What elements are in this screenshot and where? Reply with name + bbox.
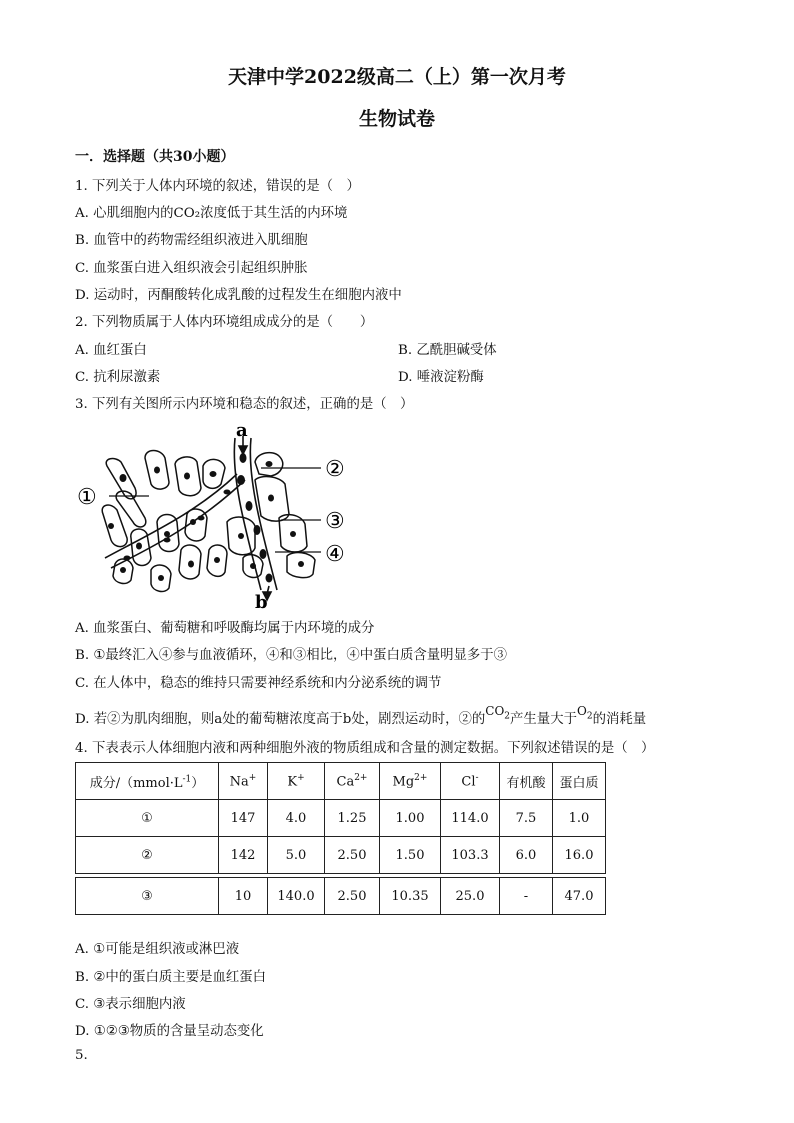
q3-option-b: B. ①最终汇入④参与血液循环，④和③相比，④中蛋白质含量明显多于③: [75, 648, 508, 663]
table-cell: 7.5: [500, 800, 553, 837]
label-circle-3: ③: [325, 509, 345, 534]
q3-stem: 3. 下列有关图所示内环境和稳态的叙述，正确的是（ ）: [75, 397, 414, 412]
label-circle-4: ④: [325, 542, 345, 567]
q1-option-b: B. 血管中的药物需经组织液进入肌细胞: [75, 233, 308, 248]
label-circle-2: ②: [325, 457, 345, 482]
q4-option-a: A. ①可能是组织液或淋巴液: [75, 942, 240, 957]
table-cell: -: [500, 878, 553, 915]
table-cell: 1.0: [553, 800, 606, 837]
header-component: 成分$/(mmol\cdot L^{-1})$: [76, 763, 219, 800]
header-ca: $Ca^{2+}$: [325, 763, 380, 800]
table-cell: 2.50: [325, 878, 380, 915]
table-cell: 140.0: [268, 878, 325, 915]
q4-option-d: D. ①②③物质的含量呈动态变化: [75, 1024, 264, 1039]
q5-stem: 5.: [75, 1048, 88, 1063]
table-cell: 1.25: [325, 800, 380, 837]
q3-option-c: C. 在人体中，稳态的维持只需要神经系统和内分泌系统的调节: [75, 676, 442, 691]
table-row: [76, 878, 606, 915]
composition-table: [75, 762, 606, 915]
table-cell: 103.3: [441, 837, 500, 874]
table-cell: 114.0: [441, 800, 500, 837]
table-cell: ②: [76, 837, 219, 874]
label-b: b: [255, 592, 268, 613]
section-heading: 一．选择题（共30小题）: [75, 149, 235, 165]
q1-option-a: A. 心肌细胞内的CO₂浓度低于其生活的内环境: [75, 206, 348, 221]
table-cell: ③: [76, 878, 219, 915]
exam-title: 天津中学2022级高二（上）第一次月考: [228, 66, 566, 88]
label-a: a: [236, 420, 248, 441]
table-cell: 1.00: [380, 800, 441, 837]
q2-option-c: C. 抗利尿激素: [75, 370, 161, 385]
table-cell: 2.50: [325, 837, 380, 874]
table-cell: 4.0: [268, 800, 325, 837]
q1-stem: 1. 下列关于人体内环境的叙述，错误的是（ ）: [75, 179, 360, 194]
tissue-diagram: [75, 418, 365, 613]
table-cell: 47.0: [553, 878, 606, 915]
header-mg: $Mg^{2+}$: [380, 763, 441, 800]
header-na: Na+: [219, 763, 268, 800]
table-cell: ①: [76, 800, 219, 837]
table-row: [76, 800, 606, 837]
q2-option-d: D. 唾液淀粉酶: [398, 370, 484, 385]
table-cell: 1.50: [380, 837, 441, 874]
table-cell: 142: [219, 837, 268, 874]
q2-stem: 2. 下列物质属于人体内环境组成成分的是（ ）: [75, 315, 374, 330]
q3-option-d: D. 若②为肌肉细胞，则a处的葡萄糖浓度高于b处，剧烈运动时，②的$CO_2$产生量大于$O_2$的消耗量: [75, 704, 647, 727]
table-cell: 5.0: [268, 837, 325, 874]
table-cell: 6.0: [500, 837, 553, 874]
q4-stem: 4. 下表表示人体细胞内液和两种细胞外液的物质组成和含量的测定数据。下列叙述错误的是（ ）: [75, 741, 655, 756]
q4-option-b: B. ②中的蛋白质主要是血红蛋白: [75, 970, 267, 985]
q4-option-c: C. ③表示细胞内液: [75, 997, 186, 1012]
header-k: K+: [268, 763, 325, 800]
q2-option-a: A. 血红蛋白: [75, 343, 147, 358]
label-circle-1: ①: [77, 485, 97, 510]
q1-option-d: D. 运动时，丙酮酸转化成乳酸的过程发生在细胞内液中: [75, 288, 402, 303]
q1-option-c: C. 血浆蛋白进入组织液会引起组织肿胀: [75, 261, 308, 276]
header-protein: 蛋白质: [553, 763, 606, 800]
header-organic-acid: 有机酸: [500, 763, 553, 800]
table-row: [76, 837, 606, 874]
header-cl: Cl-: [441, 763, 500, 800]
table-cell: 10: [219, 878, 268, 915]
q2-option-b: B. 乙酰胆碱受体: [398, 343, 497, 358]
table-cell: 25.0: [441, 878, 500, 915]
table-cell: 147: [219, 800, 268, 837]
table-cell: 16.0: [553, 837, 606, 874]
exam-subtitle: 生物试卷: [358, 108, 435, 130]
table-header-row: [76, 763, 606, 800]
q3-option-a: A. 血浆蛋白、葡萄糖和呼吸酶均属于内环境的成分: [75, 621, 375, 636]
table-cell: 10.35: [380, 878, 441, 915]
